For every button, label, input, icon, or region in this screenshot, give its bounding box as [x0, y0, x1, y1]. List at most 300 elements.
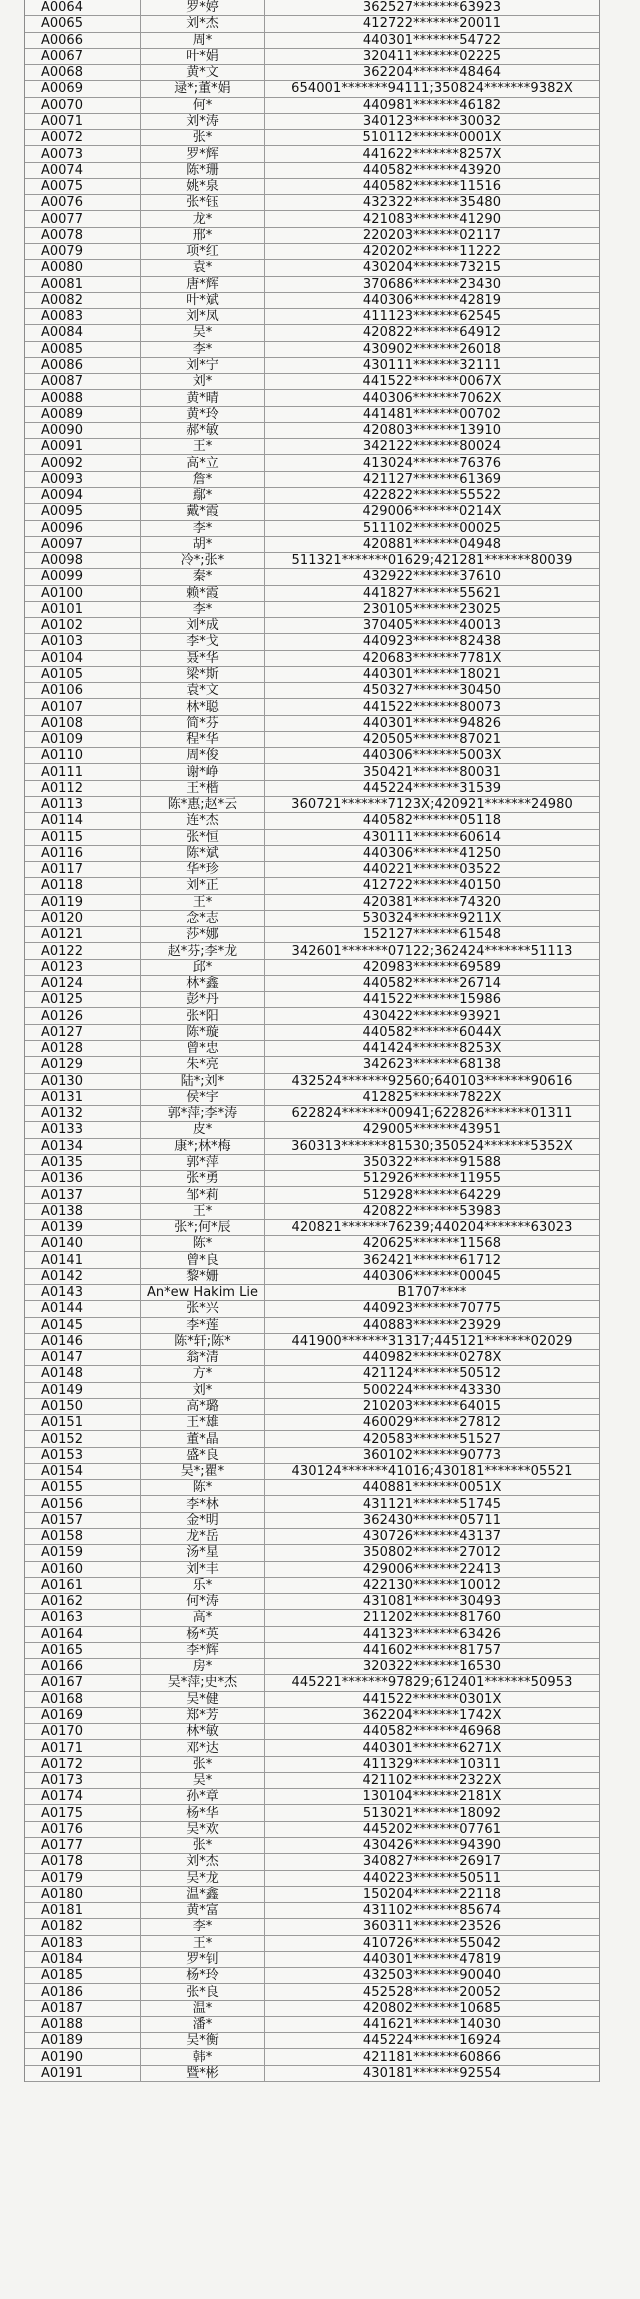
record-id-cell: A0102: [25, 618, 141, 633]
table-row: [25, 1594, 599, 1610]
table-row: [25, 407, 599, 423]
table-row: [25, 211, 599, 227]
table-row: [25, 16, 599, 32]
record-id-cell: A0182: [25, 1919, 141, 1934]
id-number-cell: 622824*******00941;622826*******01311: [291, 1106, 573, 1122]
table-row: [25, 228, 599, 244]
table-row: [25, 423, 599, 439]
table-row: [25, 1139, 599, 1155]
name-cell: 项*红: [141, 244, 265, 259]
table-row: [25, 1838, 599, 1854]
record-id-cell: A0129: [25, 1057, 141, 1072]
name-cell: 乐*: [141, 1578, 265, 1593]
table-row: [25, 569, 599, 585]
name-cell: 王*: [141, 1204, 265, 1219]
name-cell: 赖*霞: [141, 586, 265, 601]
id-number-cell: 445221*******97829;612401*******50953: [291, 1675, 573, 1691]
name-cell: 张*;何*辰: [141, 1220, 265, 1235]
name-cell: 逯*;董*娟: [141, 81, 265, 96]
name-cell: 曾*忠: [141, 1041, 265, 1056]
record-id-cell: A0188: [25, 2017, 141, 2032]
table-row: [25, 472, 599, 488]
id-number-cell: 445202*******07761: [362, 1821, 502, 1837]
id-number-cell: 429006*******22413: [362, 1561, 502, 1577]
name-cell: 何*涛: [141, 1594, 265, 1609]
table-row: [25, 1334, 599, 1350]
id-number-cell: 420881*******04948: [362, 536, 502, 552]
name-cell: 罗*辉: [141, 146, 265, 161]
name-cell: 方*: [141, 1366, 265, 1381]
table-row: [25, 1952, 599, 1968]
record-id-cell: A0068: [25, 65, 141, 80]
table-row: [25, 49, 599, 65]
record-id-cell: A0183: [25, 1936, 141, 1951]
record-id-cell: A0108: [25, 716, 141, 731]
record-id-cell: A0169: [25, 1708, 141, 1723]
table-row: [25, 1187, 599, 1203]
id-number-cell: 440582*******11516: [362, 179, 502, 195]
record-id-cell: A0091: [25, 439, 141, 454]
id-number-cell: 440923*******82438: [362, 634, 502, 650]
name-cell: 胡*: [141, 537, 265, 552]
name-cell: An*ew Hakim Lie: [141, 1285, 265, 1300]
id-number-cell: 441424*******8253X: [362, 1041, 502, 1057]
id-number-cell: 420822*******53983: [362, 1203, 502, 1219]
table-row: [25, 342, 599, 358]
record-id-cell: A0078: [25, 228, 141, 243]
record-id-cell: A0167: [25, 1675, 141, 1690]
name-cell: 朱*亮: [141, 1057, 265, 1072]
record-id-cell: A0152: [25, 1431, 141, 1446]
id-number-cell: 410726*******55042: [362, 1935, 502, 1951]
table-row: [25, 1399, 599, 1415]
id-number-cell: 420802*******10685: [362, 2000, 502, 2016]
table-row: [25, 943, 599, 959]
record-id-cell: A0127: [25, 1025, 141, 1040]
name-cell: 袁*: [141, 260, 265, 275]
name-cell: 何*: [141, 98, 265, 113]
id-number-cell: 350322*******91588: [362, 1154, 502, 1170]
record-id-cell: A0179: [25, 1871, 141, 1886]
name-cell: 温*: [141, 2001, 265, 2016]
record-id-cell: A0073: [25, 146, 141, 161]
table-row: [25, 244, 599, 260]
record-id-cell: A0141: [25, 1252, 141, 1267]
name-cell: 高*立: [141, 455, 265, 470]
id-number-cell: 340827*******26917: [362, 1854, 502, 1870]
id-number-cell: 441827*******55621: [362, 585, 502, 601]
table-row: [25, 1008, 599, 1024]
id-number-cell: 440301*******18021: [362, 667, 502, 683]
table-row: [25, 81, 599, 97]
table-row: [25, 1724, 599, 1740]
name-cell: 李*戈: [141, 634, 265, 649]
record-id-cell: A0125: [25, 992, 141, 1007]
name-cell: 林*敏: [141, 1724, 265, 1739]
name-cell: 邹*莉: [141, 1187, 265, 1202]
id-number-cell: 440881*******0051X: [362, 1480, 502, 1496]
id-number-cell: 320322*******16530: [362, 1659, 502, 1675]
name-cell: 刘*凤: [141, 309, 265, 324]
name-cell: 房*: [141, 1659, 265, 1674]
id-number-cell: 450327*******30450: [362, 683, 502, 699]
table-row: [25, 1252, 599, 1268]
record-id-cell: A0133: [25, 1122, 141, 1137]
id-number-cell: 512926*******11955: [362, 1171, 502, 1187]
name-cell: 张*: [141, 1757, 265, 1772]
table-row: [25, 1366, 599, 1382]
name-cell: 叶*娟: [141, 49, 265, 64]
id-number-cell: 362421*******61712: [362, 1252, 502, 1268]
table-row: [25, 1984, 599, 2000]
id-number-cell: 421083*******41290: [362, 211, 502, 227]
table-row: [25, 277, 599, 293]
name-cell: 鄢*: [141, 488, 265, 503]
record-id-cell: A0081: [25, 277, 141, 292]
id-number-cell: 350421*******80031: [362, 764, 502, 780]
id-number-cell: 441522*******0067X: [362, 374, 502, 390]
record-id-cell: A0160: [25, 1562, 141, 1577]
record-id-cell: A0166: [25, 1659, 141, 1674]
id-number-cell: 130104*******2181X: [362, 1789, 502, 1805]
table-row: [25, 1074, 599, 1090]
id-number-cell: 654001*******94111;350824*******9382X: [291, 81, 573, 97]
record-id-cell: A0154: [25, 1464, 141, 1479]
record-id-cell: A0097: [25, 537, 141, 552]
table-row: [25, 911, 599, 927]
table-row: [25, 1610, 599, 1626]
table-row: [25, 667, 599, 683]
name-cell: 杨*英: [141, 1627, 265, 1642]
record-id-cell: A0111: [25, 764, 141, 779]
table-row: [25, 1155, 599, 1171]
id-number-cell: 510112*******0001X: [362, 130, 502, 146]
name-cell: 吴*欢: [141, 1822, 265, 1837]
record-id-cell: A0168: [25, 1692, 141, 1707]
name-cell: 陈*轩;陈*: [141, 1334, 265, 1349]
name-cell: 梁*斯: [141, 667, 265, 682]
id-number-cell: 211202*******81760: [362, 1610, 502, 1626]
id-number-cell: 445224*******16924: [362, 2033, 502, 2049]
name-cell: 吴*龙: [141, 1871, 265, 1886]
table-row: [25, 33, 599, 49]
record-id-cell: A0071: [25, 114, 141, 129]
id-number-cell: 441602*******81757: [362, 1642, 502, 1658]
table-row: [25, 1204, 599, 1220]
id-number-cell: 342623*******68138: [362, 1057, 502, 1073]
table-row: [25, 504, 599, 520]
table-row: [25, 439, 599, 455]
table-row: [25, 878, 599, 894]
table-row: [25, 1318, 599, 1334]
id-number-cell: 432524*******92560;640103*******90616: [291, 1073, 573, 1089]
name-cell: 吴*萍;史*杰: [141, 1675, 265, 1690]
id-number-cell: 362204*******48464: [362, 65, 502, 81]
name-cell: 王*雄: [141, 1415, 265, 1430]
id-number-cell: 430726*******43137: [362, 1529, 502, 1545]
table-row: [25, 586, 599, 602]
table-row: [25, 651, 599, 667]
record-id-cell: A0151: [25, 1415, 141, 1430]
table-row: [25, 163, 599, 179]
id-number-cell: 320411*******02225: [362, 48, 502, 64]
id-number-cell: 432322*******35480: [362, 195, 502, 211]
id-number-cell: 511321*******01629;421281*******80039: [291, 553, 573, 569]
table-row: [25, 2033, 599, 2049]
name-cell: 陈*: [141, 1236, 265, 1251]
id-number-cell: 420803*******13910: [362, 423, 502, 439]
name-cell: 龙*: [141, 211, 265, 226]
record-id-cell: A0110: [25, 748, 141, 763]
id-number-cell: 430111*******32111: [362, 357, 502, 373]
id-number-cell: 342601*******07122;362424*******51113: [291, 943, 573, 959]
table-row: [25, 390, 599, 406]
table-row: [25, 1301, 599, 1317]
table-row: [25, 748, 599, 764]
record-id-cell: A0074: [25, 163, 141, 178]
table-row: [25, 1740, 599, 1756]
name-cell: 盛*良: [141, 1448, 265, 1463]
name-cell: 邱*: [141, 960, 265, 975]
record-id-cell: A0096: [25, 521, 141, 536]
record-id-cell: A0090: [25, 423, 141, 438]
name-cell: 侯*宇: [141, 1090, 265, 1105]
name-cell: 陈*: [141, 1480, 265, 1495]
id-number-cell: 210203*******64015: [362, 1398, 502, 1414]
name-cell: 刘*: [141, 374, 265, 389]
id-number-cell: 430902*******26018: [362, 341, 502, 357]
record-id-cell: A0112: [25, 781, 141, 796]
id-number-cell: 340123*******30032: [362, 113, 502, 129]
record-id-cell: A0098: [25, 553, 141, 568]
record-id-cell: A0087: [25, 374, 141, 389]
record-id-cell: A0181: [25, 1903, 141, 1918]
table-row: [25, 927, 599, 943]
table-row: [25, 309, 599, 325]
id-number-cell: 360721*******7123X;420921*******24980: [291, 797, 573, 813]
table-row: [25, 1805, 599, 1821]
record-id-cell: A0157: [25, 1513, 141, 1528]
id-number-cell: 440306*******41250: [362, 845, 502, 861]
record-id-cell: A0117: [25, 862, 141, 877]
name-cell: 冷*;张*: [141, 553, 265, 568]
id-number-cell: 511102*******00025: [362, 520, 502, 536]
record-id-cell: A0135: [25, 1155, 141, 1170]
record-id-cell: A0114: [25, 813, 141, 828]
id-number-cell: 441522*******15986: [362, 992, 502, 1008]
id-number-cell: 441323*******63426: [362, 1626, 502, 1642]
id-number-cell: 440221*******03522: [362, 862, 502, 878]
table-row: [25, 1041, 599, 1057]
id-number-cell: 441900*******31317;445121*******02029: [291, 1333, 573, 1349]
table-row: [25, 1919, 599, 1935]
table-row: [25, 0, 599, 16]
name-cell: 邢*: [141, 228, 265, 243]
id-number-cell: 411123*******62545: [362, 309, 502, 325]
record-id-cell: A0147: [25, 1350, 141, 1365]
table-row: [25, 130, 599, 146]
record-id-cell: A0065: [25, 16, 141, 31]
table-row: [25, 716, 599, 732]
table-row: [25, 2049, 599, 2065]
id-number-cell: 440982*******0278X: [362, 1350, 502, 1366]
record-id-cell: A0123: [25, 960, 141, 975]
id-number-cell: 342122*******80024: [362, 439, 502, 455]
id-number-cell: 500224*******43330: [362, 1382, 502, 1398]
id-number-cell: 440923*******70775: [362, 1301, 502, 1317]
table-row: [25, 992, 599, 1008]
table-row: [25, 781, 599, 797]
record-id-cell: A0093: [25, 472, 141, 487]
table-row: [25, 895, 599, 911]
record-id-cell: A0148: [25, 1366, 141, 1381]
table-row: [25, 1269, 599, 1285]
table-row: [25, 1854, 599, 1870]
id-number-cell: 370405*******40013: [362, 618, 502, 634]
record-id-cell: A0106: [25, 683, 141, 698]
name-cell: 莎*娜: [141, 927, 265, 942]
record-id-cell: A0142: [25, 1269, 141, 1284]
name-cell: 周*: [141, 33, 265, 48]
record-id-cell: A0159: [25, 1545, 141, 1560]
record-id-cell: A0113: [25, 797, 141, 812]
id-number-cell: 430204*******73215: [362, 260, 502, 276]
name-cell: 刘*正: [141, 878, 265, 893]
name-cell: 董*晶: [141, 1431, 265, 1446]
record-id-cell: A0076: [25, 195, 141, 210]
id-number-cell: 440582*******6044X: [362, 1024, 502, 1040]
name-cell: 念*志: [141, 911, 265, 926]
id-number-cell: 440301*******6271X: [362, 1740, 502, 1756]
id-number-cell: 350802*******27012: [362, 1545, 502, 1561]
record-id-cell: A0170: [25, 1724, 141, 1739]
record-id-cell: A0180: [25, 1887, 141, 1902]
name-cell: 张*良: [141, 1984, 265, 1999]
name-cell: 周*俊: [141, 748, 265, 763]
record-id-cell: A0100: [25, 586, 141, 601]
table-row: [25, 1513, 599, 1529]
name-cell: 彭*丹: [141, 992, 265, 1007]
name-cell: 皮*: [141, 1122, 265, 1137]
record-id-cell: A0150: [25, 1399, 141, 1414]
record-id-cell: A0155: [25, 1480, 141, 1495]
record-id-cell: A0077: [25, 211, 141, 226]
table-row: [25, 1708, 599, 1724]
id-number-cell: 429006*******0214X: [362, 504, 502, 520]
name-cell: 吴*: [141, 1773, 265, 1788]
record-id-cell: A0067: [25, 49, 141, 64]
name-cell: 吴*: [141, 325, 265, 340]
record-id-cell: A0075: [25, 179, 141, 194]
id-number-cell: 431081*******30493: [362, 1594, 502, 1610]
id-number-cell: 440582*******26714: [362, 976, 502, 992]
id-number-cell: 412722*******20011: [362, 16, 502, 32]
table-row: [25, 1220, 599, 1236]
name-cell: 孙*章: [141, 1789, 265, 1804]
record-id-cell: A0099: [25, 569, 141, 584]
name-cell: 翁*清: [141, 1350, 265, 1365]
id-number-cell: 430426*******94390: [362, 1838, 502, 1854]
record-id-cell: A0153: [25, 1448, 141, 1463]
record-id-cell: A0084: [25, 325, 141, 340]
record-id-cell: A0121: [25, 927, 141, 942]
id-number-cell: 421102*******2322X: [362, 1773, 502, 1789]
record-id-cell: A0128: [25, 1041, 141, 1056]
name-cell: 吴*衡: [141, 2033, 265, 2048]
record-id-cell: A0164: [25, 1627, 141, 1642]
id-number-cell: 452528*******20052: [362, 1984, 502, 2000]
name-cell: 叶*斌: [141, 293, 265, 308]
table-row: [25, 1675, 599, 1691]
name-cell: 张*阳: [141, 1008, 265, 1023]
name-cell: 陆*;刘*: [141, 1074, 265, 1089]
name-cell: 李*辉: [141, 1643, 265, 1658]
name-cell: 陈*璇: [141, 1025, 265, 1040]
id-number-cell: 150204*******22118: [362, 1886, 502, 1902]
table-row: [25, 65, 599, 81]
name-cell: 简*芬: [141, 716, 265, 731]
record-id-cell: A0138: [25, 1204, 141, 1219]
table-row: [25, 634, 599, 650]
id-number-cell: 362204*******1742X: [362, 1708, 502, 1724]
table-row: [25, 1057, 599, 1073]
record-id-cell: A0072: [25, 130, 141, 145]
id-number-cell: 440306*******5003X: [362, 748, 502, 764]
record-id-cell: A0104: [25, 651, 141, 666]
record-id-cell: A0172: [25, 1757, 141, 1772]
record-id-cell: A0069: [25, 81, 141, 96]
id-number-cell: 440306*******7062X: [362, 390, 502, 406]
table-row: [25, 1122, 599, 1138]
name-cell: 康*;林*梅: [141, 1139, 265, 1154]
record-table: [24, 0, 600, 2082]
id-number-cell: 420381*******74320: [362, 894, 502, 910]
name-cell: 郭*萍: [141, 1155, 265, 1170]
record-id-cell: A0092: [25, 455, 141, 470]
record-id-cell: A0079: [25, 244, 141, 259]
id-number-cell: 421181*******60866: [362, 2049, 502, 2065]
id-number-cell: 445224*******31539: [362, 780, 502, 796]
name-cell: 唐*辉: [141, 277, 265, 292]
table-row: [25, 374, 599, 390]
name-cell: 郑*芳: [141, 1708, 265, 1723]
record-id-cell: A0116: [25, 846, 141, 861]
record-id-cell: A0130: [25, 1074, 141, 1089]
table-row: [25, 1562, 599, 1578]
table-row: [25, 1090, 599, 1106]
record-id-cell: A0095: [25, 504, 141, 519]
id-number-cell: 230105*******23025: [362, 601, 502, 617]
name-cell: 罗*钊: [141, 1952, 265, 1967]
table-row: [25, 98, 599, 114]
record-id-cell: A0070: [25, 98, 141, 113]
name-cell: 邓*达: [141, 1740, 265, 1755]
record-id-cell: A0115: [25, 830, 141, 845]
name-cell: 张*钰: [141, 195, 265, 210]
id-number-cell: 420505*******87021: [362, 732, 502, 748]
name-cell: 郝*敏: [141, 423, 265, 438]
name-cell: 龙*岳: [141, 1529, 265, 1544]
table-row: [25, 1529, 599, 1545]
table-row: [25, 1464, 599, 1480]
record-id-cell: A0174: [25, 1789, 141, 1804]
record-id-cell: A0082: [25, 293, 141, 308]
id-number-cell: 440306*******42819: [362, 292, 502, 308]
record-id-cell: A0186: [25, 1984, 141, 1999]
name-cell: 张*兴: [141, 1301, 265, 1316]
id-number-cell: 440301*******54722: [362, 32, 502, 48]
table-row: [25, 732, 599, 748]
